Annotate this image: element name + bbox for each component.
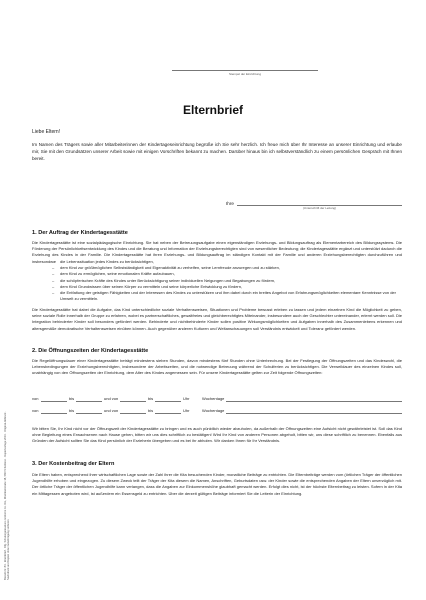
list-item: – dem Kind zu ermöglichen, seine emotionalen Kräfte aufzubauen, [52, 271, 402, 277]
page-title: Elternbrief [182, 103, 243, 117]
time-field[interactable] [120, 401, 146, 402]
label-from: von [32, 396, 39, 401]
label-and-from: und von [104, 396, 119, 401]
section-heading-kostenbeitrag: 3. Der Kostenbeitrag der Eltern [32, 461, 115, 467]
time-field[interactable] [155, 413, 181, 414]
label-to: bis [69, 408, 75, 413]
signature-caption: (Unterschrift der Leitung) [302, 206, 337, 210]
time-field[interactable] [76, 401, 102, 402]
list-item: – dem Kind zur größtmöglichen Selbstständigkeit und Eigenaktivität zu verhelfen, seine Lernfreude anzuregen und zu stärken, [52, 265, 402, 271]
time-field[interactable] [41, 413, 67, 414]
stamp-caption: Stempel der Einrichtung [228, 72, 262, 76]
section-paragraph: Die Kindertagesstätte ist eine sozialpädagogische Einrichtung. Sie hat neben der Betreuungsaufgabe einen eigenständigen Erziehungs- und Bildungsauftrag als Elementarbereich des Bildungssystems. Die Förderung der Persönlichkeitsentwicklung des Kindes und die Beratung und Information der Erziehungsberechtigten sind von wesentlicher Bedeutung; die Kindertagesstätte ergänzt und unterstützt dadurch die Erziehung des Kindes in der Familie. Die Kindertagesstätte hat ihren Erziehungs- und Bildungsauftrag im ständigen Kontakt mit der Familie und anderen Erziehungsberechtigten durchzuführen und insbesondere [32, 240, 402, 264]
weekdays-field[interactable] [226, 413, 402, 414]
salutation: Liebe Eltern! [32, 129, 61, 135]
opening-hours-row [32, 408, 402, 416]
label-unit: Uhr [183, 396, 190, 401]
section-paragraph: Wir bitten Sie, Ihr Kind nicht vor der Öffnungszeit der Kindertagesstätte zu bringen und es auch pünktlich wieder abzuholen, da außerhalb der Öffnungszeiten eine Aufsicht nicht gewährleistet ist. Soll das Kind ohne Begleitung eines Erwachsenen nach Hause gehen, bitten wir uns dies schriftlich zu bestätigen! Wird Ihr Kind von anderen Personen abgeholt, bitten wir, uns diese schriftlich zu benennen. Ebenfalls aus Gründen der Aufsicht sollten Sie das Kind persönlich der Erzieherin übergeben und es bei ihr abholen. Wir danken Ihnen für Ihr Verständnis. [32, 426, 402, 444]
weekdays-field[interactable] [226, 401, 402, 402]
section-paragraph: Die Regelöffnungsdauer einer Kindertagesstätte beträgt mindestens sieben Stunden, davon mindestens fünf Stunden ohne Unterbrechung. Bei der Festlegung der Öffnungszeiten und das Kindeswohl, die Lebensbedingungen der Erziehungsberechtigten, insbesondere der Arbeitszeiten, und die notwendige Betreuung während der Schulferien zu berücksichtigen. Die Verweildauer des einzelnen Kindes soll, unabhängig von den Öffnungszeiten der Einrichtung, dem Alter des Kindes angemessen sein. Für unsere Kindertagesstätte gelten zur Zeit folgende Öffnungszeiten: [32, 358, 402, 376]
label-from: von [32, 408, 39, 413]
intro-paragraph: Im Namen des Trägers sowie aller Mitarbeiterinnen der Kindertageseinrichtung begrüße ich Sie sehr herzlich. Ich freue mich über Ihr Interesse an unserer Einrichtung und erlaube mir, Sie mit den Grundsätzen unserer Arbeit sowie mit einigen Vorschriften bekannt zu machen. Darüber hinaus bin ich selbstverständlich zu einem persönlichen Gespräch mit Ihnen bereit. [32, 142, 402, 161]
side-imprint: Bestell-Nr. 84 · Elternbrief · Rfg. Schulorganisations GmbH & Co. KG, Rheinberstraße 18, 56073 Koblenz · Kopiervorlage 2013 · Original-Abbruck · Nachdruck und Kopien ohne Genehmigung verboten [4, 411, 11, 580]
label-and-from: und von [104, 408, 119, 413]
section-paragraph: Die Eltern haben, entsprechend ihrer wirtschaftlichen Lage sowie der Zahl ihrer die Kita besuchenden Kinder, monatliche Beiträge zu entrichten. Die Elternbeiträge werden vom (örtlichen Träger der öffentlichen Jugendhilfe erhoben und eingezogen. Zu diesem Zweck teilt der Träger der Kita diesem die Namen, Anschriften, Geburtsdaten usw. der Kinder sowie die entsprechenden Angaben der Eltern unverzüglich mit. Der örtliche Träger der öffentlichen Jugendhilfe kann verlangen, dass die Angaben zur Einkommenshöhe glaubhaft gemacht werden. Erfolgt dies nicht, ist der höchste Elternbeitrag zu leisten. Sofern in der Kita ein Mittagessen angeboten wird, ist außerdem ein Essensgeld zu entrichten. Über die derzeit gültigen Beiträge informiert Sie die Leiterin der Einrichtung. [32, 472, 402, 496]
opening-hours-row [32, 396, 402, 404]
label-to: bis [148, 408, 154, 413]
time-field[interactable] [76, 413, 102, 414]
list-item: – die Lebenssituation jedes Kindes zu berücksichtigen, [52, 259, 402, 265]
signature-prefix: Ihre [226, 201, 234, 206]
time-field[interactable] [41, 401, 67, 402]
list-item: – die Entfaltung der geistigen Fähigkeiten und der Interessen des Kindes zu unterstützen und ihm dabei durch ein breites Angebot von Erfahrungsmöglichkeiten elementare Kenntnisse von der Umwelt zu vermitteln. [52, 290, 402, 302]
label-weekdays: Wochentage [202, 408, 225, 413]
time-field[interactable] [120, 413, 146, 414]
label-weekdays: Wochentage [202, 396, 225, 401]
section-heading-oeffnungszeiten: 2. Die Öffnungszeiten der Kindertagesstätte [32, 348, 149, 354]
label-to: bis [148, 396, 154, 401]
task-list [52, 259, 402, 302]
section-paragraph: Die Kindertagesstätte hat dabei die Aufgabe, das Kind unterschiedliche soziale Verhaltensweisen, Situationen und Probleme bewusst erleben zu lassen und jedem einzelnen Kind die Möglichkeit zu geben, seine soziale Rolle innerhalb der Gruppe zu erfahren, wobei es partnerschaftliches, gewaltfreies und gleichberechtigtes Miteinander, insbesondere auch der Geschlechter untereinander, erlernt werden soll. Die Integration behinderter Kinder soll besonders gefördert werden. Behinderte und nichtbehinderte Kinder sollen positive Wirkungsmöglichkeiten und Aufgaben innerhalb des Zusammenlebens erkennen und altersgemäße demokratische Verhaltensweisen einüben können. Auch gegenüber anderen Kulturen und Weltanschauungen soll Verständnis entwickelt und Toleranz gefördert werden. [32, 307, 402, 331]
list-item: – die schöpferischen Kräfte des Kindes unter Berücksichtigung seiner individuellen Neigungen und Begabungen zu fördern, [52, 278, 402, 284]
section-heading-auftrag: 1. Der Auftrag der Kindertagesstätte [32, 230, 128, 236]
time-field[interactable] [155, 401, 181, 402]
label-unit: Uhr [183, 408, 190, 413]
label-to: bis [69, 396, 75, 401]
stamp-line [172, 70, 318, 71]
list-item: – dem Kind Grundwissen über seinen Körper zu vermitteln und seine körperliche Entwicklung zu fördern, [52, 284, 402, 290]
